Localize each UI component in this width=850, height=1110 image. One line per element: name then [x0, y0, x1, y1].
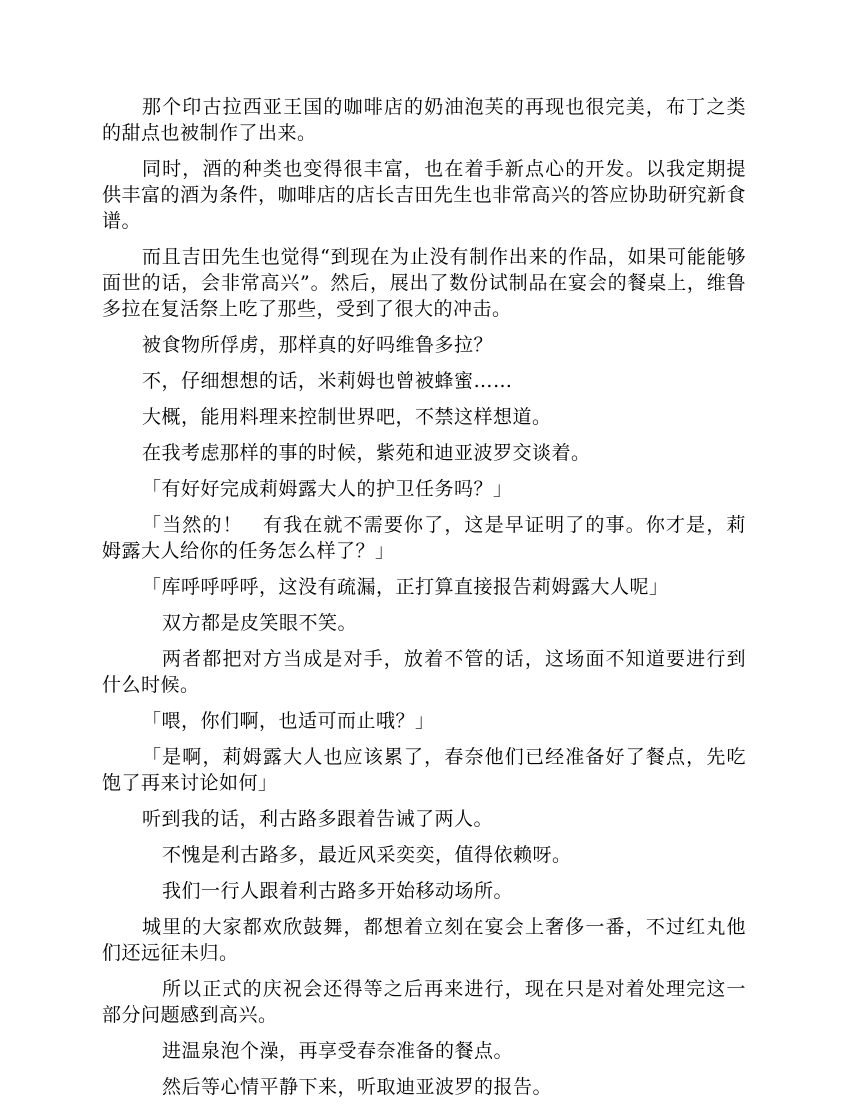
paragraph: 在我考虑那样的事的时候，紫苑和迪亚波罗交谈着。 — [142, 442, 591, 464]
paragraph: 大概，能用料理来控制世界吧，不禁这样想道。 — [142, 406, 552, 428]
dialogue-line: 「是啊，莉姆露大人也应该累了，春奈他们已经准备好了餐点，先吃饱了再来讨论如何」 — [102, 746, 746, 794]
paragraph: 那个印古拉西亚王国的咖啡店的奶油泡芙的再现也很完美，布丁之类的甜点也被制作了出来。 — [102, 96, 746, 144]
paragraph: 被食物所俘虏，那样真的好吗维鲁多拉？ — [142, 334, 494, 356]
paragraph: 听到我的话，利古路多跟着告诫了两人。 — [142, 808, 494, 830]
paragraph: 所以正式的庆祝会还得等之后再来进行，现在只是对着处理完这一部分问题感到高兴。 — [102, 978, 746, 1026]
paragraph: 同时，酒的种类也变得很丰富，也在着手新点心的开发。以我定期提供丰富的酒为条件，咖啡店的店长吉田先生也非常高兴的答应协助研究新食谱。 — [102, 158, 746, 232]
paragraph: 双方都是皮笑眼不笑。 — [162, 612, 358, 634]
paragraph: 进温泉泡个澡，再享受春奈准备的餐点。 — [162, 1040, 514, 1062]
paragraph: 我们一行人跟着利古路多开始移动场所。 — [162, 880, 514, 902]
dialogue-line: 「当然的！ 有我在就不需要你了，这是早证明了的事。你才是，莉姆露大人给你的任务怎么样了？」 — [102, 514, 746, 562]
paragraph: 然后等心情平静下来，听取迪亚波罗的报告。 — [162, 1076, 553, 1098]
paragraph: 而且吉田先生也觉得“到现在为止没有制作出来的作品，如果可能能够面世的话，会非常高兴”。然后，展出了数份试制品在宴会的餐桌上，维鲁多拉在复活祭上吃了那些，受到了很大的冲击。 — [102, 246, 746, 320]
paragraph: 城里的大家都欢欣鼓舞，都想着立刻在宴会上奢侈一番，不过红丸他们还远征未归。 — [102, 916, 746, 964]
dialogue-line: 「库呼呼呼呼，这没有疏漏，正打算直接报告莉姆露大人呢」 — [142, 576, 669, 598]
paragraph: 不愧是利古路多，最近风采奕奕，值得依赖呀。 — [162, 844, 572, 866]
dialogue-line: 「有好好完成莉姆露大人的护卫任务吗？」 — [142, 478, 513, 500]
document-page — [102, 94, 746, 1110]
dialogue-line: 「喂，你们啊，也适可而止哦？」 — [142, 710, 435, 732]
paragraph: 两者都把对方当成是对手，放着不管的话，这场面不知道要进行到什么时候。 — [102, 648, 746, 696]
paragraph: 不，仔细想想的话，米莉姆也曾被蜂蜜…… — [142, 370, 513, 392]
